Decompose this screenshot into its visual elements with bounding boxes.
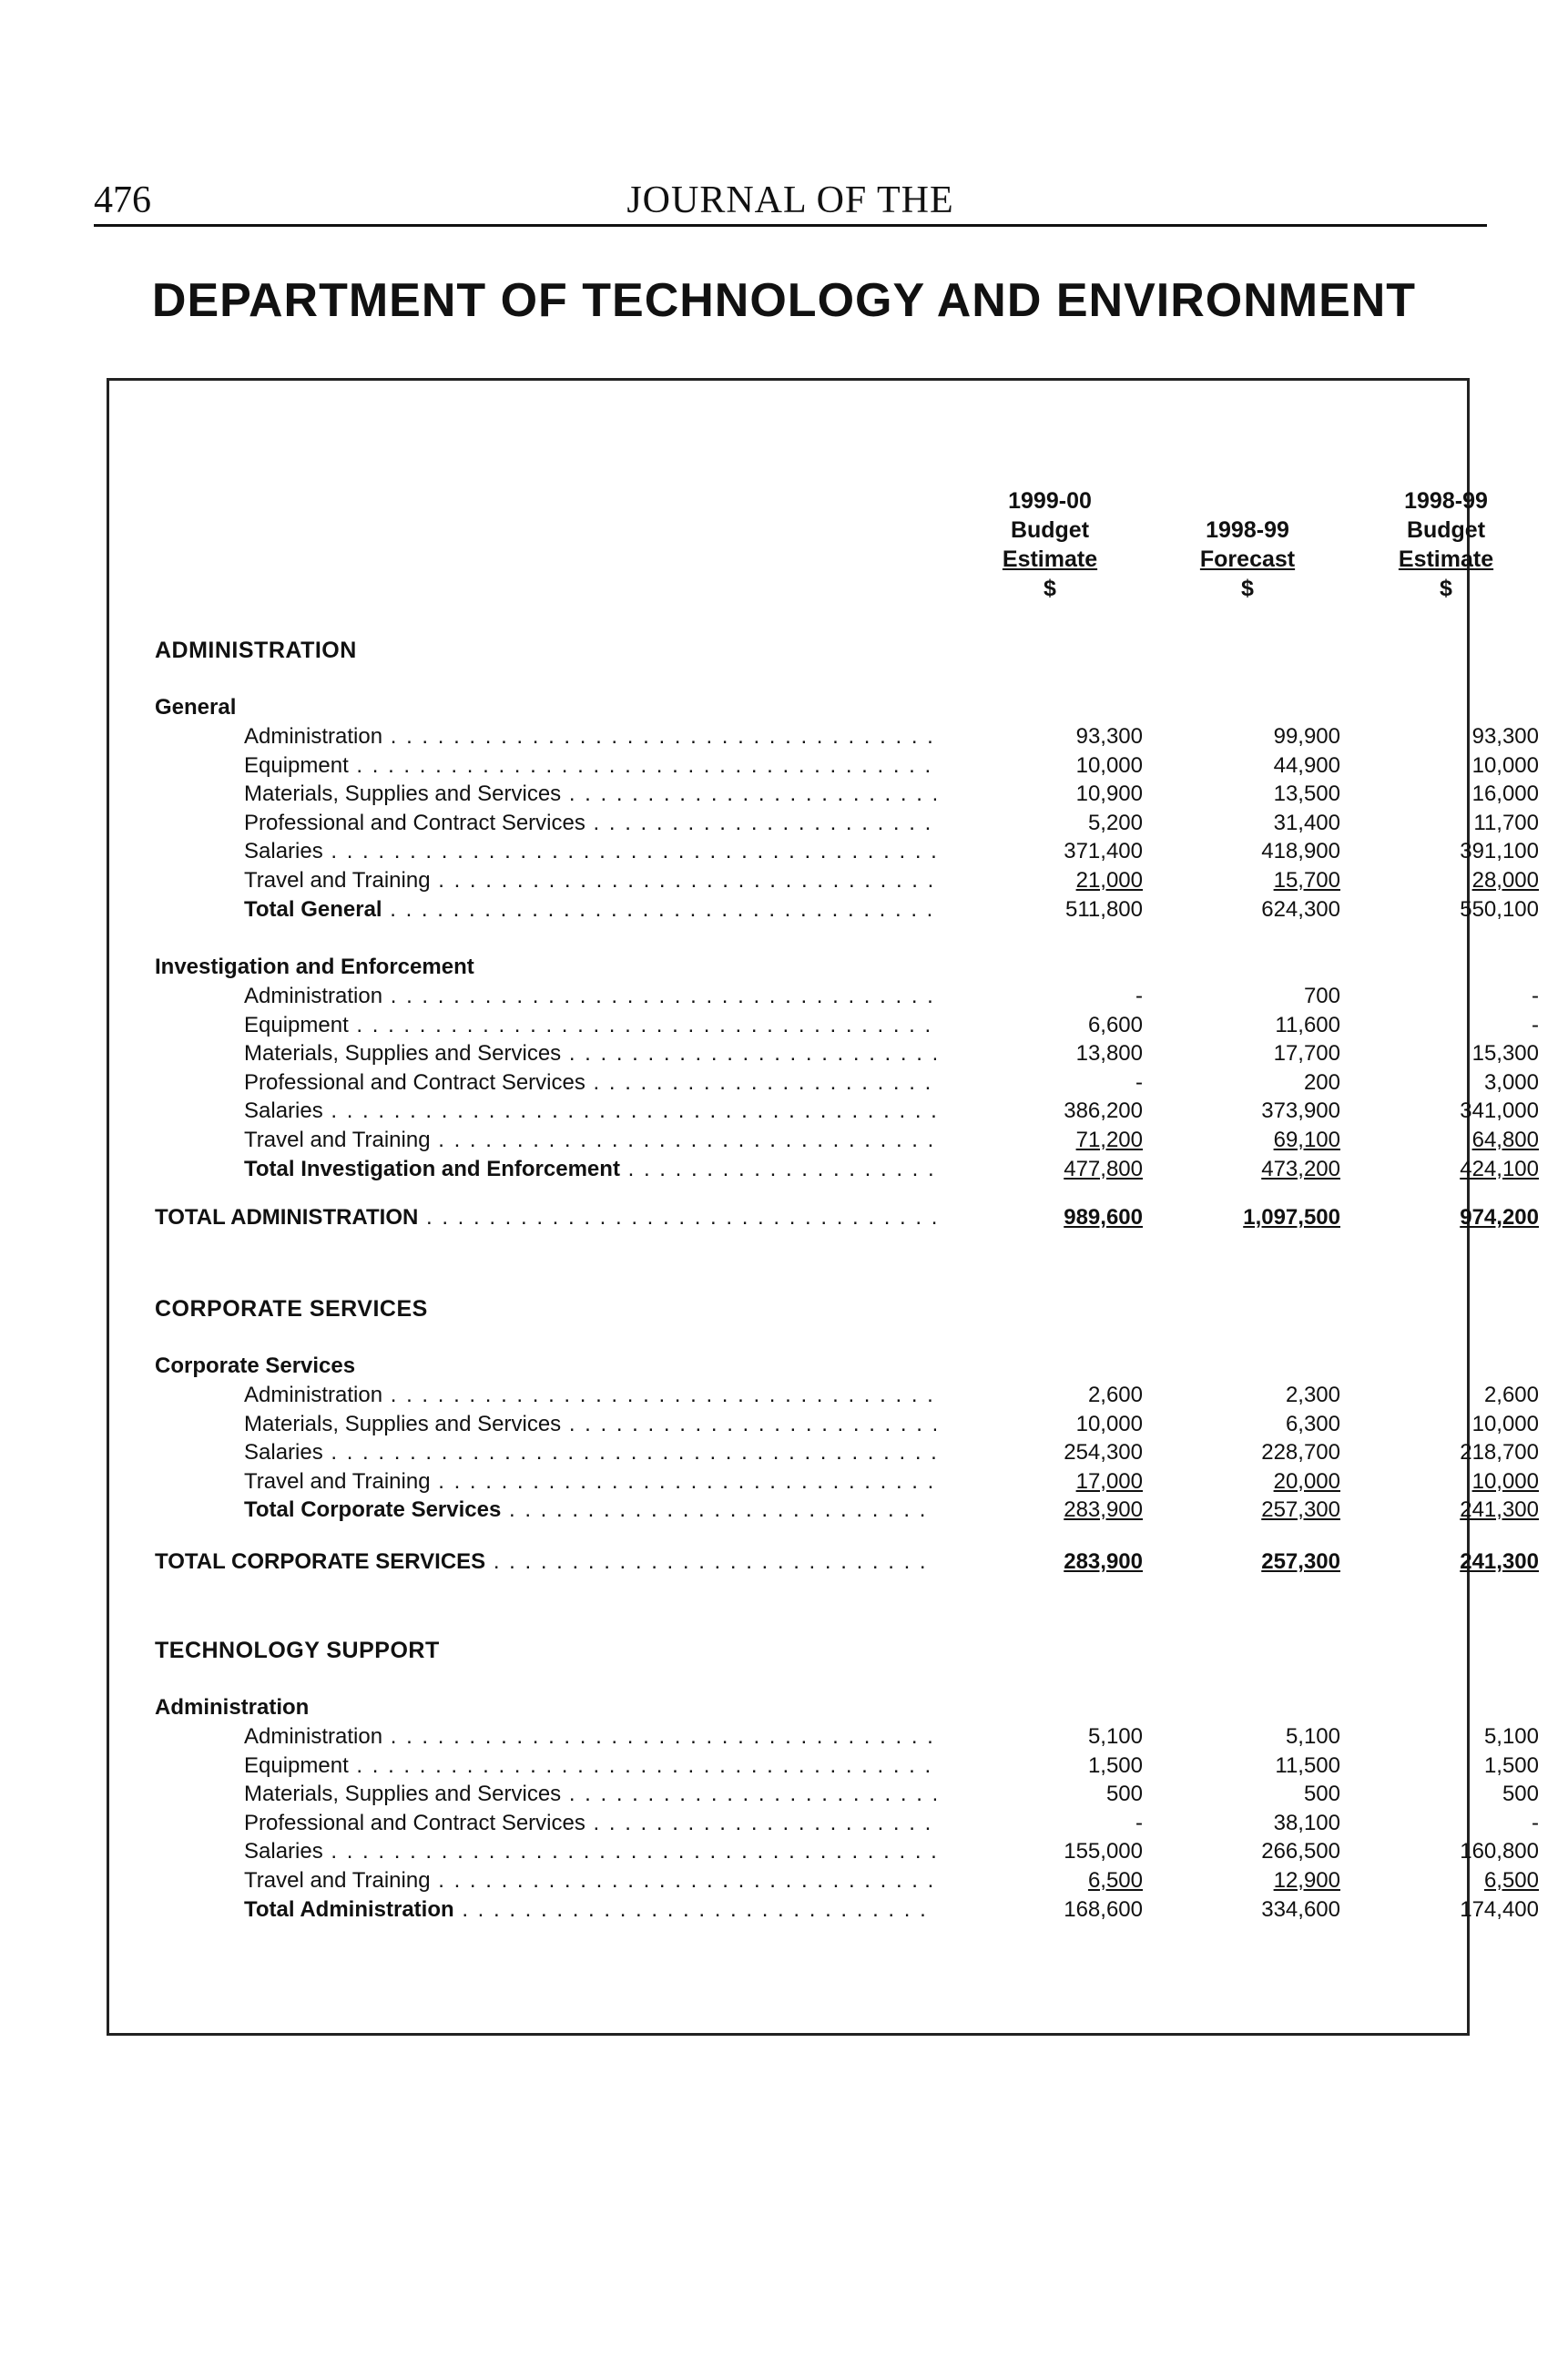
table-row bbox=[109, 896, 1539, 926]
column-header-unit: $ bbox=[1440, 576, 1452, 601]
row-label-text: Materials, Supplies and Services bbox=[244, 1041, 562, 1067]
row-label bbox=[244, 1070, 936, 1096]
cell-value: 38,100 bbox=[1273, 1810, 1340, 1835]
column-header-line: 1999-00 bbox=[1008, 488, 1092, 514]
cell-value: 511,800 bbox=[1065, 896, 1143, 922]
row-label-text: Salaries bbox=[244, 1098, 323, 1124]
grand-total-value: 989,600 bbox=[1064, 1205, 1143, 1230]
section-title-corporate: CORPORATE SERVICES bbox=[155, 1296, 428, 1322]
group-title-corporate-services: Corporate Services bbox=[155, 1353, 356, 1378]
cell-value: 2,300 bbox=[1285, 1383, 1340, 1407]
grand-total-label bbox=[155, 1205, 936, 1231]
cell-value: 10,000 bbox=[1471, 1411, 1539, 1436]
group-title-tech-administration: Administration bbox=[155, 1695, 310, 1720]
cell-value: 5,100 bbox=[1483, 1724, 1539, 1749]
row-label bbox=[244, 839, 936, 864]
cell-value: 174,400 bbox=[1460, 1896, 1539, 1922]
table-row bbox=[109, 1156, 1539, 1186]
cell-value: 6,500 bbox=[1087, 1868, 1143, 1893]
group-title-investigation: Investigation and Enforcement bbox=[155, 955, 474, 979]
row-label-text: Travel and Training bbox=[244, 1128, 431, 1152]
row-label bbox=[244, 1811, 936, 1836]
section-title-technology: TECHNOLOGY SUPPORT bbox=[155, 1638, 440, 1663]
row-label bbox=[244, 984, 936, 1009]
row-label bbox=[244, 1753, 936, 1779]
column-header-unit: $ bbox=[1241, 576, 1254, 601]
row-label-text: Travel and Training bbox=[244, 1468, 431, 1494]
table-row bbox=[109, 1411, 1539, 1441]
row-label-text: Professional and Contract Services bbox=[244, 1810, 585, 1835]
cell-value: 6,500 bbox=[1483, 1868, 1539, 1893]
row-label-text: Materials, Supplies and Services bbox=[244, 781, 562, 807]
cell-value: 17,000 bbox=[1075, 1468, 1143, 1494]
grand-total-label-text: TOTAL CORPORATE SERVICES bbox=[155, 1549, 486, 1574]
section-title-administration: ADMINISTRATION bbox=[155, 638, 357, 663]
cell-value: 15,700 bbox=[1273, 868, 1340, 893]
row-label-text: Administration bbox=[244, 1724, 383, 1749]
table-row bbox=[109, 1868, 1539, 1897]
cell-value: 13,500 bbox=[1273, 781, 1340, 807]
row-label-text: Administration bbox=[244, 984, 383, 1008]
row-label bbox=[244, 1868, 936, 1894]
cell-value: 71,200 bbox=[1075, 1128, 1143, 1152]
grand-total-value: 1,097,500 bbox=[1243, 1205, 1340, 1230]
grand-total-row bbox=[109, 1205, 1539, 1234]
cell-value: 5,100 bbox=[1285, 1724, 1340, 1749]
row-label-text: Total Investigation and Enforcement bbox=[244, 1156, 620, 1181]
row-label bbox=[244, 1128, 936, 1153]
cell-value: - bbox=[1135, 1069, 1143, 1095]
row-label bbox=[244, 1782, 936, 1807]
cell-value: 2,600 bbox=[1483, 1383, 1539, 1407]
grand-total-value: 257,300 bbox=[1261, 1549, 1340, 1574]
cell-value: 15,300 bbox=[1471, 1041, 1539, 1067]
cell-value: 500 bbox=[1105, 1782, 1143, 1807]
cell-value: - bbox=[1135, 984, 1143, 1008]
column-header-line: 1998-99 bbox=[1404, 488, 1488, 514]
table-row bbox=[109, 1724, 1539, 1753]
column-header-line: Estimate bbox=[1398, 546, 1494, 572]
cell-value: 10,000 bbox=[1075, 752, 1143, 778]
cell-value: 257,300 bbox=[1261, 1497, 1340, 1523]
table-row bbox=[109, 839, 1539, 868]
cell-value: 10,000 bbox=[1471, 1468, 1539, 1494]
cell-value: 283,900 bbox=[1064, 1497, 1143, 1523]
cell-value: 160,800 bbox=[1460, 1839, 1539, 1864]
cell-value: 341,000 bbox=[1460, 1098, 1539, 1124]
cell-value: 10,000 bbox=[1471, 752, 1539, 778]
cell-value: 700 bbox=[1303, 984, 1340, 1008]
cell-value: 69,100 bbox=[1273, 1128, 1340, 1152]
column-header-1998-99-budget bbox=[1355, 486, 1537, 603]
cell-value: 266,500 bbox=[1261, 1839, 1340, 1864]
cell-value: - bbox=[1532, 984, 1539, 1008]
grand-total-label bbox=[155, 1549, 936, 1575]
table-row bbox=[109, 1896, 1539, 1926]
table-row bbox=[109, 1012, 1539, 1042]
table-row bbox=[109, 1782, 1539, 1811]
row-label bbox=[244, 868, 936, 894]
row-label bbox=[244, 1497, 936, 1523]
row-label-text: Equipment bbox=[244, 1752, 349, 1778]
cell-value: - bbox=[1135, 1810, 1143, 1835]
cell-value: 624,300 bbox=[1261, 896, 1340, 922]
cell-value: 218,700 bbox=[1460, 1440, 1539, 1466]
table-row bbox=[109, 781, 1539, 811]
row-label bbox=[244, 1412, 936, 1437]
row-label bbox=[244, 1724, 936, 1750]
cell-value: 3,000 bbox=[1483, 1069, 1539, 1095]
cell-value: 254,300 bbox=[1064, 1440, 1143, 1466]
column-header-line: Budget bbox=[1010, 517, 1090, 543]
cell-value: 1,500 bbox=[1087, 1752, 1143, 1778]
row-label bbox=[244, 811, 936, 836]
cell-value: 10,000 bbox=[1075, 1411, 1143, 1436]
cell-value: 228,700 bbox=[1261, 1440, 1340, 1466]
table-row bbox=[109, 1069, 1539, 1099]
department-title: DEPARTMENT OF TECHNOLOGY AND ENVIRONMENT bbox=[151, 274, 1417, 327]
table-row bbox=[109, 984, 1539, 1013]
cell-value: 99,900 bbox=[1273, 724, 1340, 749]
row-label-text: Salaries bbox=[244, 1440, 323, 1466]
running-head bbox=[94, 173, 1487, 227]
row-label bbox=[244, 1013, 936, 1038]
row-label bbox=[244, 1469, 936, 1495]
row-label-text: Travel and Training bbox=[244, 1868, 431, 1893]
column-header-line: Budget bbox=[1406, 517, 1486, 543]
row-label-text: Equipment bbox=[244, 1012, 349, 1037]
budget-table-frame bbox=[107, 378, 1539, 2036]
table-row bbox=[109, 810, 1539, 840]
column-header-unit: $ bbox=[1044, 576, 1056, 601]
table-row bbox=[109, 1468, 1539, 1498]
row-label-text: Professional and Contract Services bbox=[244, 810, 585, 835]
grand-total-label-text: TOTAL ADMINISTRATION bbox=[155, 1205, 419, 1230]
cell-value: 391,100 bbox=[1460, 839, 1539, 864]
cell-value: 2,600 bbox=[1087, 1383, 1143, 1407]
grand-total-value: 283,900 bbox=[1064, 1549, 1143, 1574]
row-label bbox=[244, 1041, 936, 1067]
cell-value: 371,400 bbox=[1064, 839, 1143, 864]
cell-value: 11,700 bbox=[1473, 810, 1539, 835]
cell-value: 418,900 bbox=[1261, 839, 1340, 864]
cell-value: 241,300 bbox=[1460, 1497, 1539, 1523]
table-row bbox=[109, 1810, 1539, 1840]
cell-value: 5,100 bbox=[1087, 1724, 1143, 1749]
cell-value: 64,800 bbox=[1471, 1128, 1539, 1152]
column-header-line: 1998-99 bbox=[1206, 517, 1289, 543]
cell-value: 16,000 bbox=[1471, 781, 1539, 807]
cell-value: - bbox=[1532, 1810, 1539, 1835]
cell-value: 93,300 bbox=[1075, 724, 1143, 749]
group-title-general: General bbox=[155, 695, 237, 720]
grand-total-row bbox=[109, 1549, 1539, 1578]
cell-value: 1,500 bbox=[1483, 1752, 1539, 1778]
cell-value: 93,300 bbox=[1471, 724, 1539, 749]
cell-value: 473,200 bbox=[1261, 1156, 1340, 1181]
cell-value: 155,000 bbox=[1064, 1839, 1143, 1864]
table-row bbox=[109, 1041, 1539, 1070]
row-label bbox=[244, 1440, 936, 1466]
row-label-text: Materials, Supplies and Services bbox=[244, 1782, 562, 1807]
column-header-line: Forecast bbox=[1199, 546, 1296, 572]
cell-value: 11,600 bbox=[1275, 1012, 1340, 1037]
cell-value: 373,900 bbox=[1261, 1098, 1340, 1124]
row-label bbox=[244, 1897, 936, 1923]
cell-value: 21,000 bbox=[1075, 868, 1143, 893]
cell-value: 44,900 bbox=[1273, 752, 1340, 778]
cell-value: 17,700 bbox=[1273, 1041, 1340, 1067]
cell-value: 477,800 bbox=[1064, 1156, 1143, 1181]
column-header-line: Estimate bbox=[1002, 546, 1098, 572]
table-row bbox=[109, 724, 1539, 753]
row-label-text: Total Corporate Services bbox=[244, 1497, 502, 1523]
cell-value: 550,100 bbox=[1460, 896, 1539, 922]
journal-title: JOURNAL OF THE bbox=[626, 179, 954, 221]
row-label-text: Total General bbox=[244, 896, 382, 922]
column-header-1999-00-budget bbox=[959, 486, 1141, 603]
row-label bbox=[244, 1383, 936, 1408]
row-label-text: Materials, Supplies and Services bbox=[244, 1411, 562, 1436]
row-label-text: Salaries bbox=[244, 1839, 323, 1864]
row-label-text: Travel and Training bbox=[244, 868, 431, 893]
cell-value: 168,600 bbox=[1064, 1896, 1143, 1922]
cell-value: 28,000 bbox=[1471, 868, 1539, 893]
table-row bbox=[109, 752, 1539, 782]
cell-value: 200 bbox=[1303, 1069, 1340, 1095]
row-label bbox=[244, 1839, 936, 1864]
cell-value: 424,100 bbox=[1460, 1156, 1539, 1181]
row-label bbox=[244, 1157, 936, 1182]
cell-value: 10,900 bbox=[1075, 781, 1143, 807]
cell-value: 6,600 bbox=[1087, 1012, 1143, 1037]
cell-value: 20,000 bbox=[1273, 1468, 1340, 1494]
table-row bbox=[109, 1497, 1539, 1527]
column-header-line bbox=[1156, 486, 1339, 516]
cell-value: 11,500 bbox=[1275, 1752, 1340, 1778]
page-number: 476 bbox=[94, 179, 151, 221]
row-label-text: Professional and Contract Services bbox=[244, 1069, 585, 1095]
cell-value: 31,400 bbox=[1273, 810, 1340, 835]
row-label bbox=[244, 724, 936, 750]
row-label-text: Administration bbox=[244, 1383, 383, 1407]
table-row bbox=[109, 1839, 1539, 1868]
table-row bbox=[109, 1440, 1539, 1469]
grand-total-value: 974,200 bbox=[1460, 1205, 1539, 1230]
cell-value: 500 bbox=[1502, 1782, 1539, 1807]
cell-value: 500 bbox=[1303, 1782, 1340, 1807]
table-row bbox=[109, 1752, 1539, 1782]
row-label bbox=[244, 1098, 936, 1124]
cell-value: 13,800 bbox=[1075, 1041, 1143, 1067]
row-label bbox=[244, 897, 936, 923]
cell-value: 12,900 bbox=[1273, 1868, 1340, 1893]
row-label bbox=[244, 781, 936, 807]
table-row bbox=[109, 1383, 1539, 1412]
row-label-text: Salaries bbox=[244, 839, 323, 864]
table-row bbox=[109, 1128, 1539, 1157]
cell-value: - bbox=[1532, 1012, 1539, 1037]
row-label-text: Equipment bbox=[244, 752, 349, 778]
cell-value: 6,300 bbox=[1285, 1411, 1340, 1436]
row-label-text: Total Administration bbox=[244, 1896, 454, 1922]
cell-value: 386,200 bbox=[1064, 1098, 1143, 1124]
grand-total-value: 241,300 bbox=[1460, 1549, 1539, 1574]
row-label bbox=[244, 753, 936, 779]
cell-value: 5,200 bbox=[1087, 810, 1143, 835]
table-row bbox=[109, 868, 1539, 897]
row-label-text: Administration bbox=[244, 724, 383, 749]
cell-value: 334,600 bbox=[1261, 1896, 1340, 1922]
table-row bbox=[109, 1098, 1539, 1128]
column-header-1998-99-forecast bbox=[1156, 486, 1339, 603]
